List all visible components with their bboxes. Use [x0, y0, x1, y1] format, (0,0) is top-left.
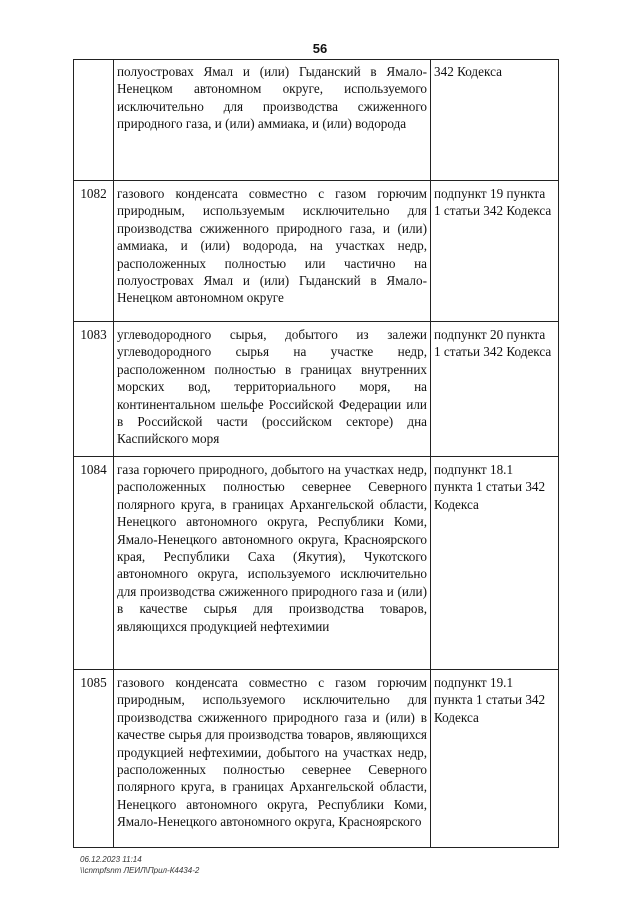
footer-timestamp: 06.12.2023 11:14 — [80, 855, 142, 864]
row-reference: подпункт 19.1 пункта 1 статьи 342 Кодекса — [431, 670, 559, 848]
table-row — [74, 457, 559, 670]
row-description: газового конденсата совместно с газом горючим природным, используемого исключительно для производства сжиженного природного газа и (или) в качестве сырья для производства товаров, являющихся продукцией нефтехимии, добытого на участках недр, расположенных полностью севернее Северного полярного круга, в границах Архангельской области, Ненецкого автономного округа, Республики Коми, Ямало-Ненецкого автономного округа, Красноярского — [114, 670, 431, 848]
row-reference: 342 Кодекса — [431, 60, 559, 181]
table-row — [74, 60, 559, 181]
row-reference: подпункт 18.1 пункта 1 статьи 342 Кодекса — [431, 457, 559, 670]
document-footer — [80, 854, 199, 876]
row-reference: подпункт 19 пункта 1 статьи 342 Кодекса — [431, 181, 559, 322]
row-description: газа горючего природного, добытого на участках недр, расположенных полностью севернее Северного полярного круга, в границах Архангельской области, Ненецкого автономного округа, Республики Коми, Ямало-Ненецкого автономного округа, Красноярского края, Республики Саха (Якутия), Чукотского автономного округа, используемого исключительно для производства сжиженного природного газа и (или) в качестве сырья для производства товаров, являющихся продукцией нефтехимии — [114, 457, 431, 670]
page-number: 56 — [312, 41, 328, 56]
row-number: 1085 — [74, 670, 114, 848]
row-description: полуостровах Ямал и (или) Гыданский в Ямало-Ненецком автономном округе, используемого исключительно для производства сжиженного природного газа, и (или) аммиака, и (или) водорода — [114, 60, 431, 181]
table-row — [74, 670, 559, 848]
row-number — [74, 60, 114, 181]
row-description: углеводородного сырья, добытого из залежи углеводородного сырья на участке недр, расположенном полностью в границах внутренних морских вод, территориального моря, на континентальном шельфе Российской Федерации или в Российской части (российском секторе) дна Каспийского моря — [114, 322, 431, 457]
table-row — [74, 322, 559, 457]
row-number: 1084 — [74, 457, 114, 670]
row-description: газового конденсата совместно с газом горючим природным, используемым исключительно для производства сжиженного природного газа, и (или) аммиака, и (или) водорода, на участках недр, расположенных полностью или частично на полуостровах Ямал и (или) Гыданский в Ямало-Ненецком автономном округе — [114, 181, 431, 322]
document-table — [73, 59, 559, 848]
row-number: 1082 — [74, 181, 114, 322]
row-number: 1083 — [74, 322, 114, 457]
footer-file-path: \\cnmpfsnm ЛЕИЛ\Прил-К4434-2 — [80, 866, 200, 875]
row-reference: подпункт 20 пункта 1 статьи 342 Кодекса — [431, 322, 559, 457]
table-row — [74, 181, 559, 322]
